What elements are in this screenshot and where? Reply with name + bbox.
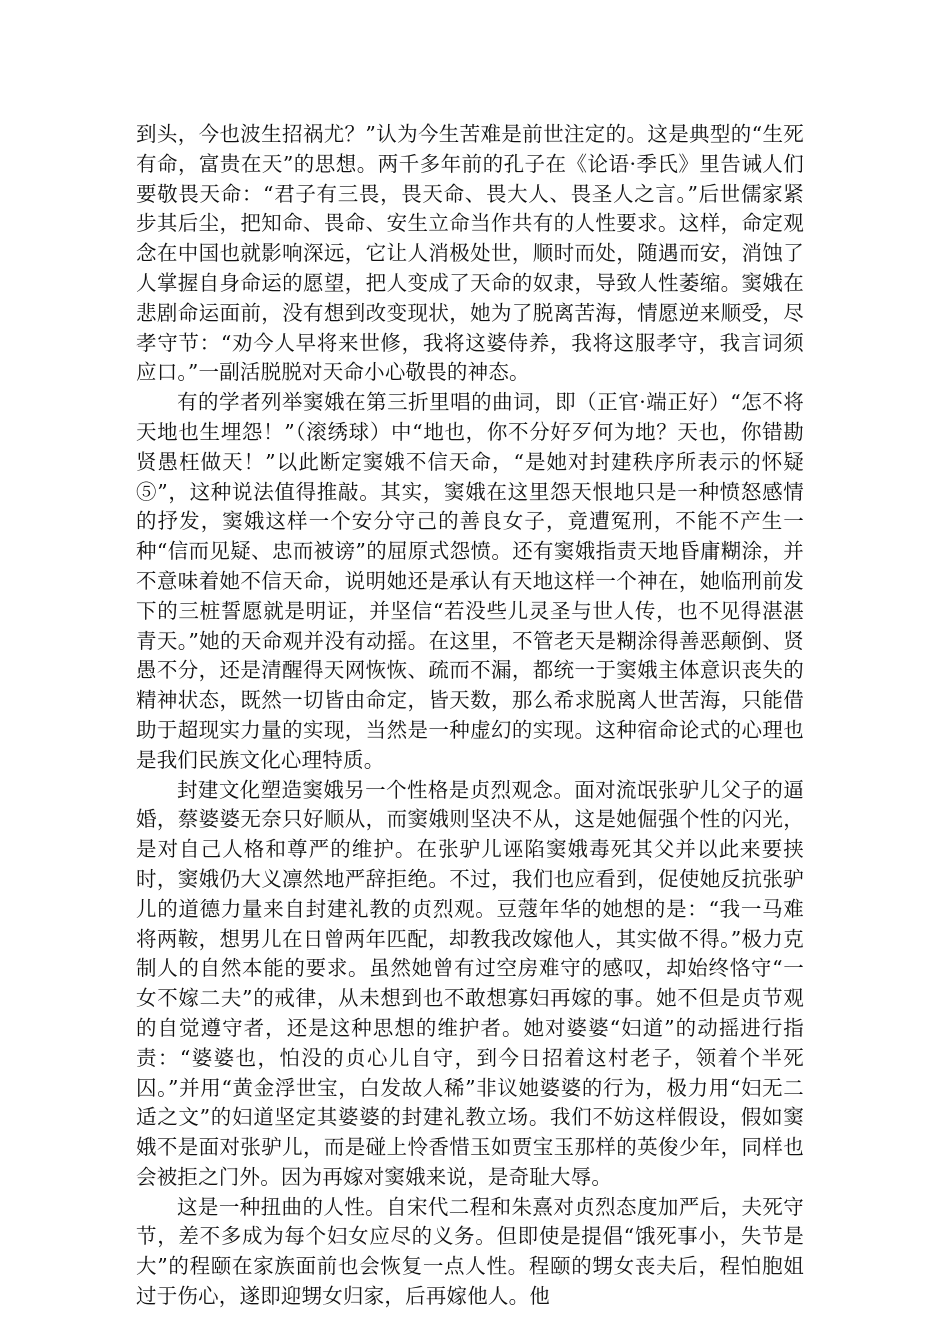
paragraph-3: 封建文化塑造窦娥另一个性格是贞烈观念。面对流氓张驴儿父子的逼婚，蔡婆婆无奈只好顺从，而窦娥则坚决不从，这是她倔强个性的闪光，是对自己人格和尊严的维护。在张驴儿诬陷窦娥毒死其父并以此来要挟时，窦娥仍大义凛然地严辞拒绝。不过，我们也应看到，促使她反抗张驴儿的道德力量来自封建礼教的贞烈观。豆蔻年华的她想的是：“我一马难将两鞍，想男儿在日曾两年匹配，却教我改嫁他人，其实做不得。”极力克制人的自然本能的要求。虽然她曾有过空房难守的感叹，却始终恪守“一女不嫁二夫”的戒律，从未想到也不敢想寡妇再嫁的事。她不但是贞节观的自觉遵守者，还是这种思想的维护者。她对婆婆“妇道”的动摇进行指责：“婆婆也，怕没的贞心儿自守，到今日招着这村老子，领着个半死囚。”并用“黄金浮世宝，白发故人稀”非议她婆婆的行为，极力用“妇无二适之文”的妇道坚定其婆婆的封建礼教立场。我们不妨这样假设，假如窦娥不是面对张驴儿，而是碰上怜香惜玉如贾宝玉那样的英俊少年，同样也会被拒之门外。因为再嫁对窦娥来说，是奇耻大辱。	[136, 777, 804, 1189]
paragraph-4: 这是一种扭曲的人性。自宋代二程和朱熹对贞烈态度加严后，夫死守节，差不多成为每个妇女应尽的义务。但即使是提倡“饿死事小，失节是大”的程颐在家族面前也会恢复一点人性。程颐的甥女丧夫后，程怕胞姐过于伤心，遂即迎甥女归家，后再嫁他人。他	[136, 1194, 804, 1309]
paragraph-1: 到头，今也波生招祸尤？”认为今生苦难是前世注定的。这是典型的“生死有命，富贵在天”的思想。两千多年前的孔子在《论语·季氏》里告诫人们要敬畏天命：“君子有三畏，畏天命、畏大人、畏圣人之言。”后世儒家紧步其后尘，把知命、畏命、安生立命当作共有的人性要求。这样，命定观念在中国也就影响深远，它让人消极处世，顺时而处，随遇而安，消蚀了人掌握自身命运的愿望，把人变成了天命的奴隶，导致人性萎缩。窦娥在悲剧命运面前，没有想到改变现状，她为了脱离苦海，情愿逆来顺受，尽孝守节：“劝今人早将来世修，我将这婆侍养，我将这服孝守，我言词须应口。”一副活脱脱对天命小心敬畏的神态。	[136, 122, 804, 385]
paragraph-2: 有的学者列举窦娥在第三折里唱的曲词，即（正官·端正好）“怎不将天地也生埋怨！”（滚绣球）中“地也，你不分好歹何为地？天也，你错勘贤愚枉做天！”以此断定窦娥不信天命，“是她对封建秩序所表示的怀疑⑤”，这种说法值得推敲。其实，窦娥在这里怨天恨地只是一种愤怒感情的抒发，窦娥这样一个安分守己的善良女子，竟遭冤刑，不能不产生一种“信而见疑、忠而被谤”的屈原式怨愤。还有窦娥指责天地昏庸糊涂，并不意味着她不信天命，说明她还是承认有天地这样一个神在，她临刑前发下的三桩誓愿就是明证，并坚信“若没些儿灵圣与世人传，也不见得湛湛青天。”她的天命观并没有动摇。在这里，不管老天是糊涂得善恶颠倒、贤愚不分，还是清醒得天网恢恢、疏而不漏，都统一于窦娥主体意识丧失的精神状态，既然一切皆由命定，皆天数，那么希求脱离人世苦海，只能借助于超现实力量的实现，当然是一种虚幻的实现。这种宿命论式的心理也是我们民族文化心理特质。	[136, 390, 804, 772]
document-body	[136, 120, 804, 1312]
